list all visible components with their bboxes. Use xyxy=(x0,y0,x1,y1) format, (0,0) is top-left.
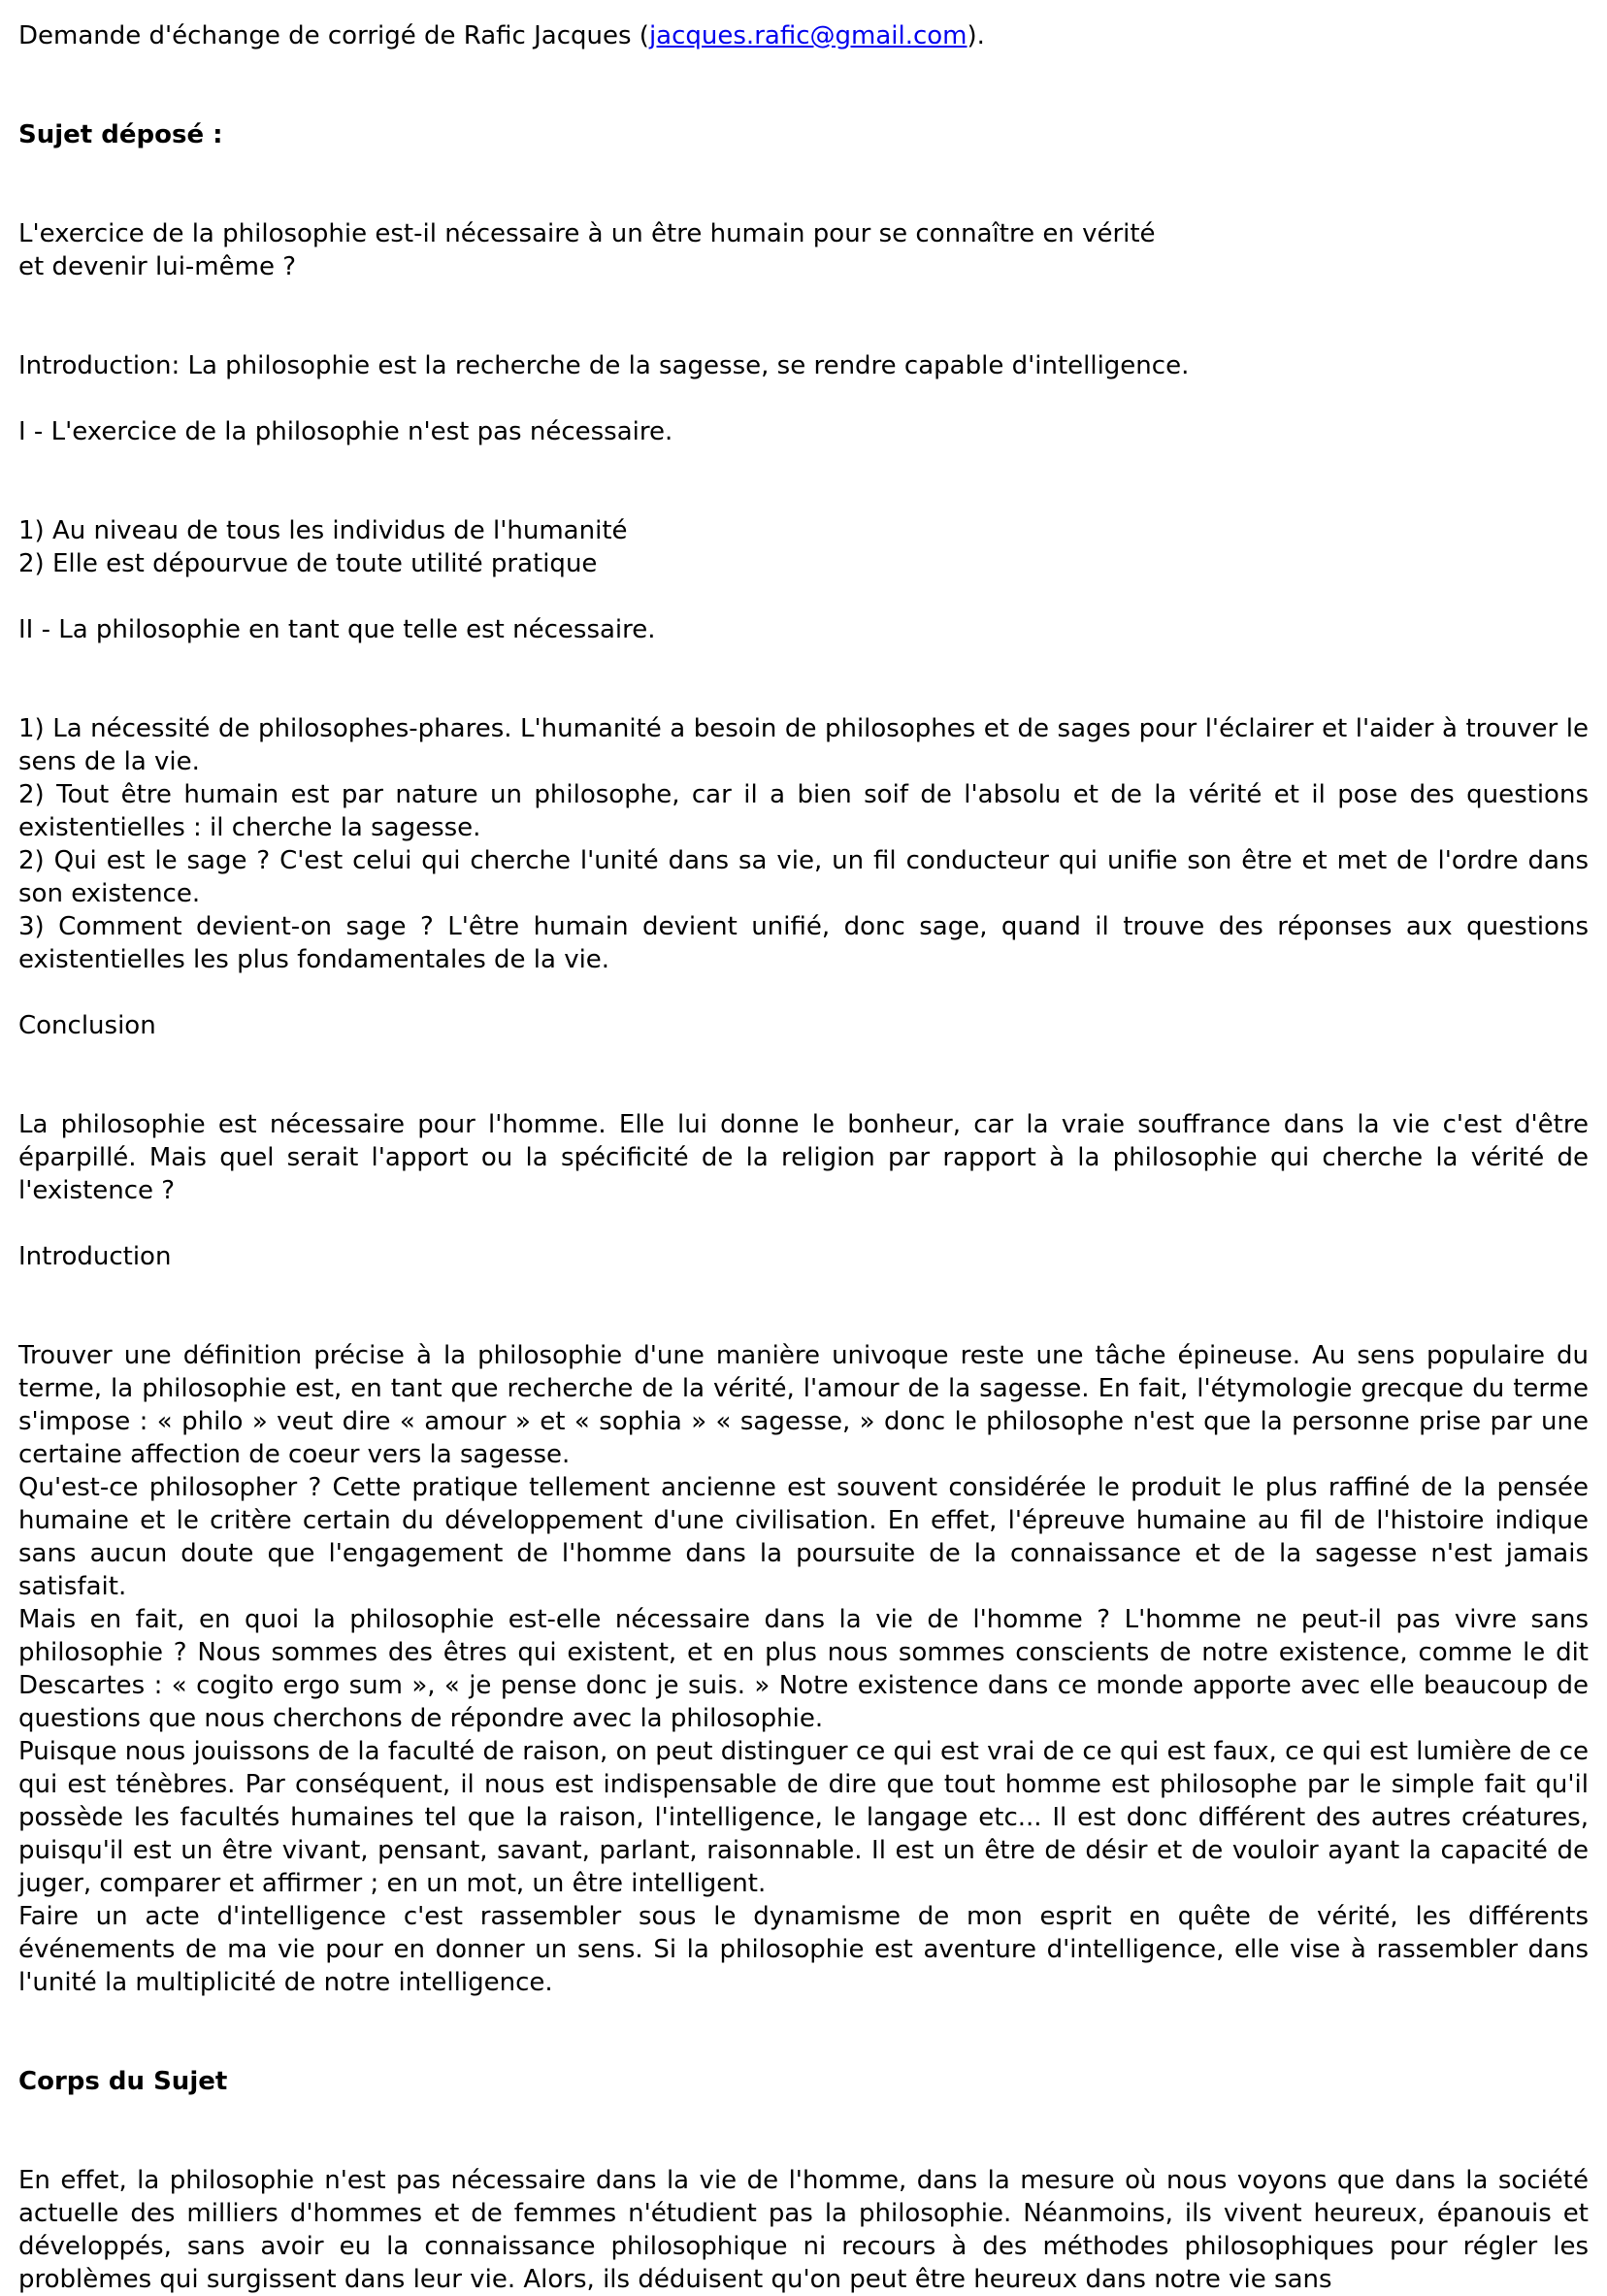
corps-heading: Corps du Sujet xyxy=(18,2067,228,2096)
part2-item-1: 1) La nécessité de philosophes-phares. L'humanité a besoin de philosophes et de sages pour l'éclairer et l'aider à trouver le sens de la vie. xyxy=(18,714,1589,776)
part2-item-3: 2) Qui est le sage ? C'est celui qui cherche l'unité dans sa vie, un fil conducteur qui unifie son être et met de l'ordre dans son existence. xyxy=(18,846,1589,908)
sujet-heading: Sujet déposé : xyxy=(18,120,223,149)
introduction-paragraph-3: Mais en fait, en quoi la philosophie est-elle nécessaire dans la vie de l'homme ? L'homme ne peut-il pas vivre sans philosophie ? Nous sommes des êtres qui existent, et en plus nous sommes conscients de notre existence, comme le dit Descartes : « cogito ergo sum », « je pense donc je suis. » Notre existence dans ce monde apporte avec elle beaucoup de questions que nous cherchons de répondre avec la philosophie. xyxy=(18,1605,1589,1733)
intro-line: Introduction: La philosophie est la recherche de la sagesse, se rendre capable d'intelligence. xyxy=(18,351,1190,380)
part2-title: II - La philosophie en tant que telle est nécessaire. xyxy=(18,615,656,644)
part2-item-4: 3) Comment devient-on sage ? L'être humain devient unifié, donc sage, quand il trouve des réponses aux questions existentielles les plus fondamentales de la vie. xyxy=(18,912,1589,974)
request-header xyxy=(18,19,1589,52)
conclusion-text: La philosophie est nécessaire pour l'homme. Elle lui donne le bonheur, car la vraie souffrance dans la vie c'est d'être éparpillé. Mais quel serait l'apport ou la spécificité de la religion par rapport à la philosophie qui cherche la vérité de l'existence ? xyxy=(18,1110,1589,1205)
document-page xyxy=(18,19,1589,2296)
part1-item-2: 2) Elle est dépourvue de toute utilité pratique xyxy=(18,549,598,578)
part1-title: I - L'exercice de la philosophie n'est pas nécessaire. xyxy=(18,417,673,446)
introduction-paragraph-1: Trouver une définition précise à la philosophie d'une manière univoque reste une tâche épineuse. Au sens populaire du terme, la philosophie est, en tant que recherche de la vérité, l'amour de la sagesse. En fait, l'étymologie grecque du terme s'impose : « philo » veut dire « amour » et « sophia » « sagesse, » donc le philosophe n'est que la personne prise par une certaine affection de coeur vers la sagesse. xyxy=(18,1341,1589,1469)
conclusion-heading: Conclusion xyxy=(18,1011,156,1040)
introduction-paragraph-2: Qu'est-ce philosopher ? Cette pratique tellement ancienne est souvent considérée le produit le plus raffiné de la pensée humaine et le critère certain du développement d'une civilisation. En effet, l'épreuve humaine au fil de l'histoire indique sans aucun doute que l'engagement de l'homme dans la poursuite de la connaissance et de la sagesse n'est jamais satisfait. xyxy=(18,1473,1589,1601)
email-link[interactable]: jacques.rafic@gmail.com xyxy=(648,21,967,50)
request-header-prefix: Demande d'échange de corrigé de Rafic Jacques ( xyxy=(18,21,649,50)
introduction-heading: Introduction xyxy=(18,1242,172,1271)
part2-item-2: 2) Tout être humain est par nature un philosophe, car il a bien soif de l'absolu et de la vérité et il pose des questions existentielles : il cherche la sagesse. xyxy=(18,780,1589,842)
introduction-paragraph-5: Faire un acte d'intelligence c'est rassembler sous le dynamisme de mon esprit en quête de vérité, les différents événements de ma vie pour en donner un sens. Si la philosophie est aventure d'intelligence, elle vise à rassembler dans l'unité la multiplicité de notre intelligence. xyxy=(18,1902,1589,1997)
introduction-paragraph-4: Puisque nous jouissons de la faculté de raison, on peut distinguer ce qui est vrai de ce qui est faux, ce qui est lumière de ce qui est ténèbres. Par conséquent, il nous est indispensable de dire que tout homme est philosophe par le simple fait qu'il possède les facultés humaines tel que la raison, l'intelligence, le langage etc... Il est donc différent des autres créatures, puisqu'il est un être vivant, pensant, savant, parlant, raisonnable. Il est un être de désir et de vouloir ayant la capacité de juger, comparer et affirmer ; en un mot, un être intelligent. xyxy=(18,1737,1589,1898)
sujet-line-1: L'exercice de la philosophie est-il nécessaire à un être humain pour se connaître en vérité xyxy=(18,219,1156,248)
sujet-line-2: et devenir lui-même ? xyxy=(18,252,297,281)
part1-item-1: 1) Au niveau de tous les individus de l'humanité xyxy=(18,516,628,545)
corps-paragraph: En effet, la philosophie n'est pas nécessaire dans la vie de l'homme, dans la mesure où nous voyons que dans la société actuelle des milliers d'hommes et de femmes n'étudient pas la philosophie. Néanmoins, ils vivent heureux, épanouis et développés, sans avoir eu la connaissance philosophique ni recours à des méthodes philosophiques pour régler les problèmes qui surgissent dans leur vie. Alors, ils déduisent qu'on peut être heureux dans notre vie sans xyxy=(18,2166,1589,2294)
request-header-suffix: ). xyxy=(967,21,985,50)
